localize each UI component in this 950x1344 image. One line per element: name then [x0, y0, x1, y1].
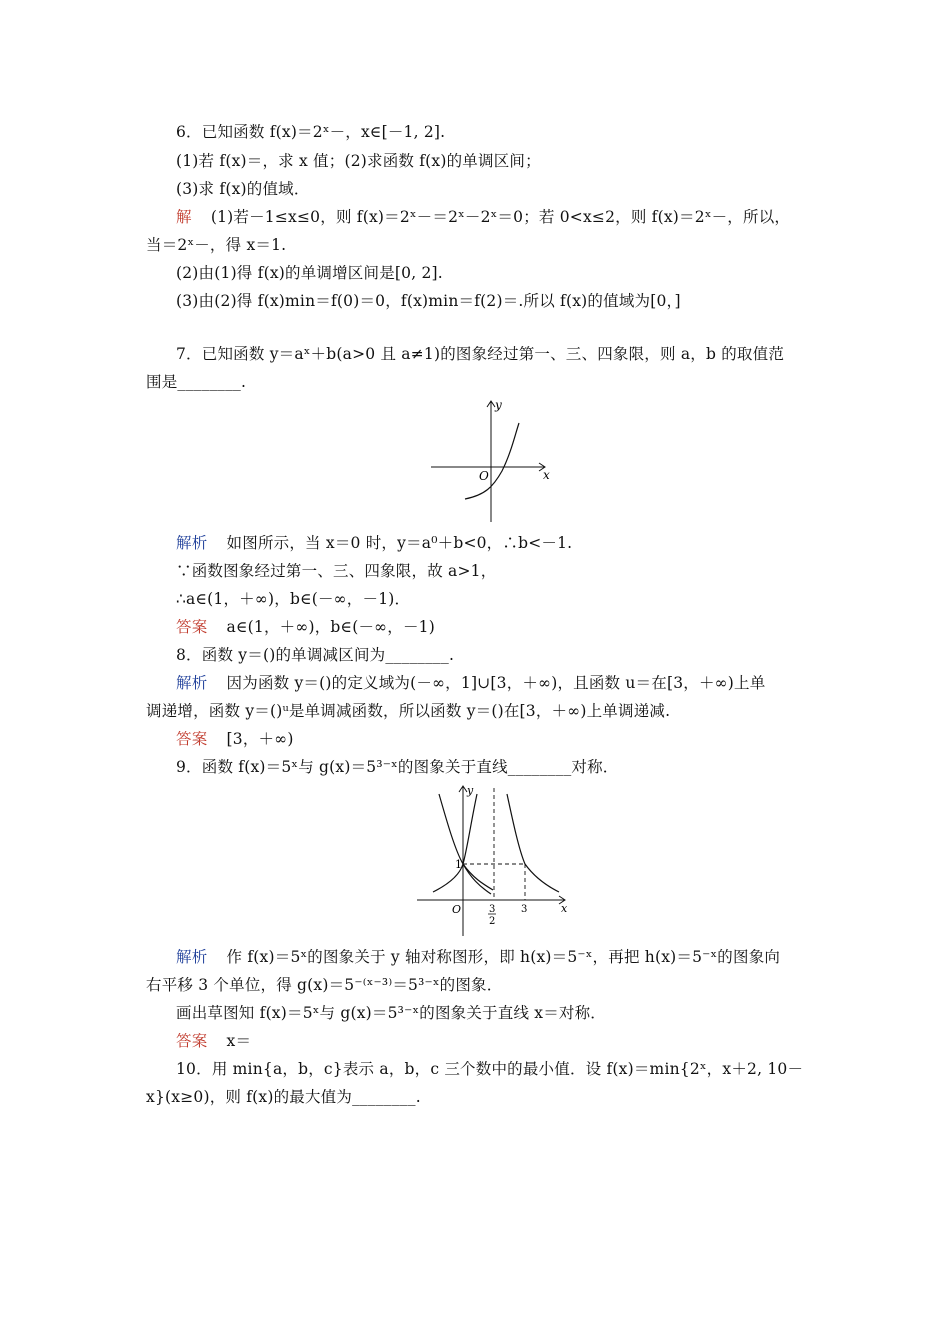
q8-stem: 8．函数 y＝()的单调减区间为________.	[176, 646, 455, 664]
q8-analysis-label: 解析	[176, 674, 208, 692]
q9-curve-f	[433, 794, 477, 892]
q6-solution-text-1: (1)若－1≤x≤0，则 f(x)＝2ˣ－＝2ˣ－2ˣ＝0；若 0<x≤2，则 f(x)＝2ˣ－，所以，	[210, 208, 791, 226]
q9-answer-label: 答案	[176, 1032, 208, 1050]
q9-stem: 9．函数 f(x)＝5ˣ与 g(x)＝5³⁻ˣ的图象关于直线________对称．	[176, 758, 619, 776]
q7-analysis-line-2: ∵函数图象经过第一、三、四象限，故 a>1，	[176, 562, 497, 580]
q6-solution-label: 解	[176, 208, 192, 226]
q7-origin-label: O	[479, 469, 489, 483]
q9-origin-label: O	[452, 903, 462, 916]
q6-sub-3: (3)求 f(x)的值域．	[176, 180, 310, 198]
q6-solution-line-3: (2)由(1)得 f(x)的单调增区间是[0, 2].	[176, 264, 443, 282]
q7-answer-line	[176, 616, 435, 638]
q7-exponential-curve	[465, 423, 519, 499]
q9-figure	[415, 780, 575, 940]
q7-analysis-line-3: ∴a∈(1，＋∞)，b∈(－∞，－1)．	[176, 590, 411, 608]
q9-answer-text: x＝	[226, 1032, 252, 1050]
q8-answer-text: [3，＋∞)	[226, 730, 294, 748]
q6-stem: 6．已知函数 f(x)＝2ˣ－，x∈[－1, 2].	[176, 123, 446, 141]
q7-analysis-label: 解析	[176, 534, 208, 552]
q7-x-label: x	[543, 468, 550, 482]
q7-analysis-line-1	[176, 532, 572, 554]
q9-y-label: y	[467, 784, 474, 797]
q8-answer-label: 答案	[176, 730, 208, 748]
q10-stem-line-2: x}(x≥0)，则 f(x)的最大值为________.	[146, 1088, 421, 1106]
q9-analysis-text-1: 作 f(x)＝5ˣ的图象关于 y 轴对称图形，即 h(x)＝5⁻ˣ，再把 h(x)＝5⁻ˣ的图象向	[226, 948, 781, 966]
q6-solution-line-1	[176, 206, 790, 228]
q9-half-numerator: 3	[489, 904, 496, 915]
q7-figure	[425, 395, 565, 527]
q9-analysis-line-1	[176, 946, 780, 968]
q10-stem-line-1: 10．用 min{a，b，c}表示 a，b，c 三个数中的最小值．设 f(x)＝min{2ˣ，x＋2, 10－	[176, 1060, 804, 1078]
q9-one-label: 1	[455, 858, 462, 871]
q9-curve-g	[507, 794, 559, 892]
q8-analysis-line-1	[176, 672, 765, 694]
q8-answer-line	[176, 728, 294, 750]
q9-half-denominator: 2	[489, 916, 496, 927]
q7-y-label: y	[495, 398, 502, 412]
q9-answer-line	[176, 1030, 251, 1052]
q9-curve-h	[439, 794, 493, 890]
q9-x-label: x	[561, 902, 568, 915]
q8-analysis-text-1: 因为函数 y＝()的定义域为(－∞，1]∪[3，＋∞)，且函数 u＝在[3，＋∞)上单	[226, 674, 766, 692]
q6-solution-line-4: (3)由(2)得 f(x)min＝f(0)＝0，f(x)min＝f(2)＝.所以 f(x)的值域为[0，]	[176, 292, 681, 310]
q7-answer-label: 答案	[176, 618, 208, 636]
q6-sub-1-2: (1)若 f(x)＝，求 x 值；(2)求函数 f(x)的单调区间；	[176, 152, 541, 170]
q6-solution-line-2: 当＝2ˣ－，得 x＝1.	[146, 236, 287, 254]
q9-three-label: 3	[521, 904, 528, 915]
q7-answer-text: a∈(1，＋∞)，b∈(－∞，－1)	[226, 618, 435, 636]
q7-stem-line-1: 7．已知函数 y＝aˣ＋b(a>0 且 a≠1)的图象经过第一、三、四象限，则 a，b 的取值范	[176, 345, 785, 363]
q9-analysis-label: 解析	[176, 948, 208, 966]
q7-analysis-text-1: 如图所示，当 x＝0 时，y＝a⁰＋b<0，∴b<－1.	[226, 534, 573, 552]
q9-analysis-line-3: 画出草图知 f(x)＝5ˣ与 g(x)＝5³⁻ˣ的图象关于直线 x＝对称．	[176, 1004, 607, 1022]
q8-analysis-line-2: 调递增，函数 y＝()ᵘ是单调减函数，所以函数 y＝()在[3，＋∞)上单调递减.	[146, 702, 671, 720]
q7-stem-line-2: 围是________.	[146, 373, 247, 391]
q9-analysis-line-2: 右平移 3 个单位，得 g(x)＝5⁻⁽ˣ⁻³⁾＝5³⁻ˣ的图象．	[146, 976, 503, 994]
